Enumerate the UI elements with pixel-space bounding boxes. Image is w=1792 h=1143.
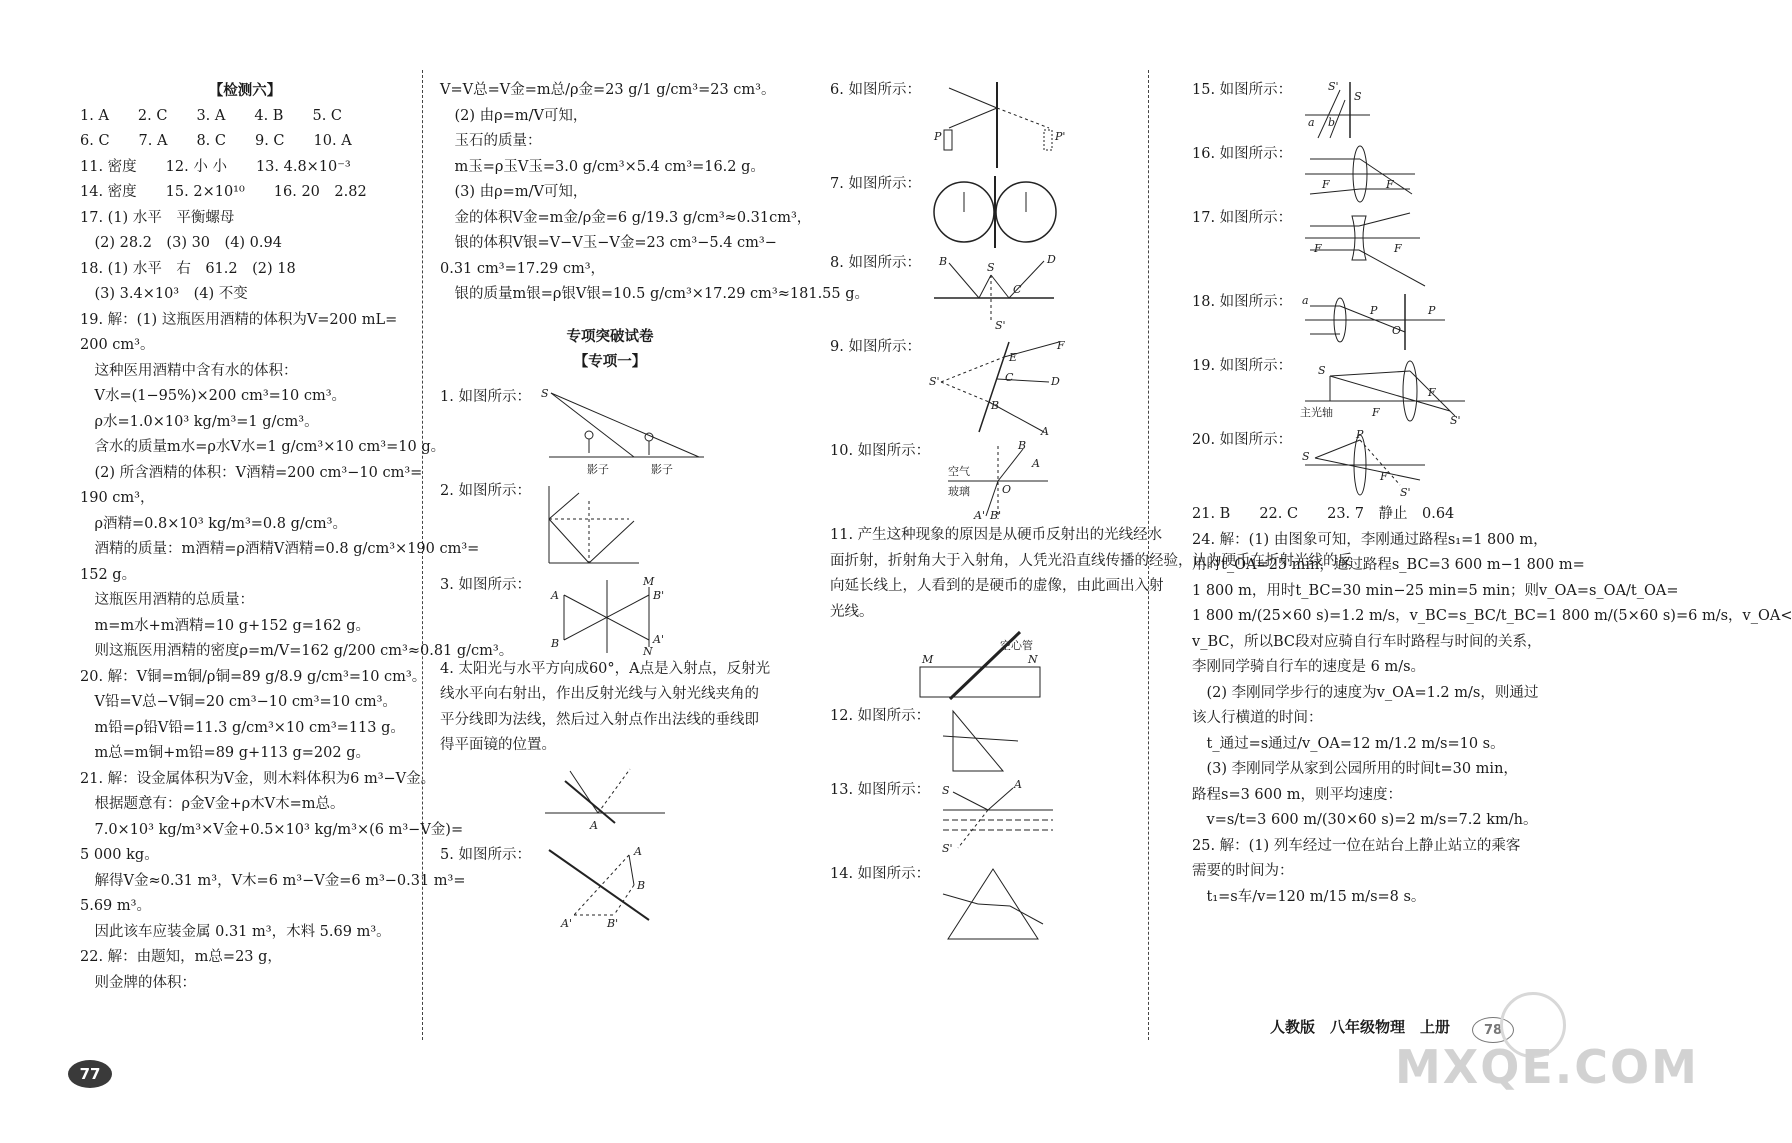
answer-line: 则金牌的体积： — [80, 974, 196, 991]
answer-line: V铅=V总−V铜=20 cm³−10 cm³=10 cm³。 — [80, 694, 397, 710]
q18-label-p-right: P — [1428, 304, 1436, 317]
q7-figure-block — [830, 172, 1160, 251]
q3-label-m: M — [642, 574, 655, 588]
q14-caption: 14. 如图所示： — [830, 866, 931, 882]
q12-caption: 12. 如图所示： — [830, 708, 931, 724]
answer-line: 25. 解：(1) 列车经过一位在站台上静止站立的乘客 — [1192, 837, 1521, 854]
answer-line: 5.69 m³。 — [80, 898, 151, 914]
q1-shadow-diagram — [539, 387, 709, 477]
q8-figure-block — [830, 251, 1160, 335]
page-number-left: 77 — [68, 1060, 112, 1088]
q9-label-s-prime: S' — [928, 375, 940, 388]
q5-label-b-prime: B' — [606, 916, 619, 930]
q20-label-f: F — [1380, 470, 1388, 483]
q10-label-o: O — [1002, 483, 1012, 496]
q3-label-b: B — [550, 636, 560, 650]
q1-label-shadow-1: 影子 — [586, 462, 609, 476]
q19-figure-block — [1192, 354, 1562, 428]
answer-line: m总=m铜+m铅=89 g+113 g=202 g。 — [80, 745, 370, 761]
q8-label-s-prime: S' — [994, 319, 1006, 332]
q4-explanation — [440, 657, 780, 759]
answer-line: 0.31 cm³=17.29 cm³， — [440, 260, 606, 277]
answer-line: 1 800 m/(25×60 s)=1.2 m/s，v_BC=s_BC/t_BC=1 800 m/(5×60 s)=6 m/s，v_OA< — [1192, 608, 1792, 624]
q13-figure-block — [830, 778, 1160, 862]
answer-line: 20. 解：V铜=m铜/ρ铜=89 g/8.9 g/cm³=10 cm³。 — [80, 668, 427, 685]
q15-mirror-diagram — [1300, 80, 1390, 140]
q7-caption: 7. 如图所示： — [830, 176, 921, 192]
q20-figure-block — [1192, 428, 1562, 502]
q4-mirror-diagram — [540, 761, 670, 841]
q17-concave-lens-diagram — [1300, 208, 1430, 288]
q20-label-s: S — [1302, 450, 1310, 463]
answer-line: 银的体积V银=V−V玉−V金=23 cm³−5.4 cm³− — [440, 235, 777, 251]
answer-line: 得平面镜的位置。 — [440, 737, 556, 753]
q9-label-e: E — [1008, 351, 1017, 364]
q15-label-s-prime: S' — [1328, 80, 1339, 93]
q1-caption: 1. 如图所示： — [440, 388, 531, 405]
answer-line: 金的体积V金=m金/ρ金=6 g/19.3 g/cm³≈0.31cm³， — [440, 209, 812, 226]
q8-label-s: S — [986, 261, 995, 274]
q19-lens-diagram — [1300, 356, 1470, 426]
q7-clock-mirror-diagram — [929, 174, 1059, 249]
q15-figure-block — [1192, 78, 1562, 142]
answer-line: 17. (1) 水平 平衡螺母 — [80, 209, 235, 226]
q3-label-b-prime: B' — [652, 588, 665, 602]
q10-label-air: 空气 — [948, 465, 971, 478]
q19-label-f-left: F — [1372, 406, 1380, 419]
answer-line: t_通过=s通过/v_OA=12 m/1.2 m/s=10 s。 — [1192, 735, 1505, 752]
answer-line: 光线。 — [830, 603, 874, 620]
answer-line: (3) 由ρ=m/V可知， — [440, 184, 588, 200]
answer-line: ρ水=1.0×10³ kg/m³=1 g/cm³。 — [80, 413, 319, 430]
answer-line: 1 800 m，用时t_BC=30 min−25 min=5 min；则v_OA=s_OA/t_OA= — [1192, 582, 1679, 599]
answer-line: 190 cm³， — [80, 490, 155, 506]
answer-line: (2) 28.2 (3) 30 (4) 0.94 — [80, 235, 282, 251]
answer-line: 根据题意有：ρ金V金+ρ木V木=m总。 — [80, 796, 345, 812]
q10-label-a: A — [1032, 457, 1041, 470]
answer-line: 因此该车应装金属 0.31 m³，木料 5.69 m³。 — [80, 923, 391, 940]
answer-line: 19. 解：(1) 这瓶医用酒精的体积为V=200 mL= — [80, 311, 398, 328]
answer-line: m玉=ρ玉V玉=3.0 g/cm³×5.4 cm³=16.2 g。 — [440, 158, 765, 175]
q18-lens-mirror-diagram — [1300, 292, 1450, 352]
answer-line: 线水平向右射出，作出反射光线与入射光线夹角的 — [440, 686, 759, 702]
answer-line: v_BC，所以BC段对应骑自行车时路程与时间的关系， — [1192, 633, 1542, 650]
q5-mirror-diagram — [539, 845, 669, 930]
q10-label-b-prime: B' — [990, 509, 1002, 522]
answer-line: 用时t_OA=25 min，通过路程s_BC=3 600 m−1 800 m= — [1192, 557, 1585, 573]
q5-label-a: A — [633, 844, 642, 858]
q9-label-d: D — [1050, 375, 1060, 388]
q8-label-d: D — [1046, 253, 1056, 266]
q11-tube-diagram — [910, 627, 1050, 702]
answer-line: (3) 3.4×10³ (4) 不变 — [80, 286, 248, 302]
q15-caption: 15. 如图所示： — [1192, 82, 1293, 98]
q1-label-shadow-2: 影子 — [650, 462, 673, 476]
answer-line: 则这瓶医用酒精的密度ρ=m/V=162 g/200 cm³≈0.81 g/cm³。 — [80, 643, 514, 659]
q9-label-a: A — [1040, 425, 1049, 438]
answer-line: (2) 李刚同学步行的速度为v_OA=1.2 m/s，则通过 — [1192, 684, 1539, 701]
q9-reflection-diagram — [929, 337, 1069, 437]
q17-caption: 17. 如图所示： — [1192, 210, 1293, 226]
answer-line: 14. 密度 15. 2×10¹⁰ 16. 20 2.82 — [80, 184, 367, 200]
q11-label-n: N — [1028, 653, 1038, 666]
q8-label-c: C — [1012, 283, 1022, 296]
q10-figure-block — [830, 439, 1160, 523]
q8-reflection-diagram — [929, 253, 1059, 333]
q13-label-a: A — [1014, 778, 1023, 791]
answer-line: V水=(1−95%)×200 cm³=10 cm³。 — [80, 388, 347, 404]
q20-label-s-prime: S' — [1400, 486, 1411, 499]
answer-line: 152 g。 — [80, 566, 137, 583]
q14-figure-block — [830, 862, 1160, 946]
answer-column-2 — [440, 78, 870, 932]
q3-caption: 3. 如图所示： — [440, 576, 531, 593]
q2-figure-block — [440, 479, 780, 573]
q8-caption: 8. 如图所示： — [830, 255, 921, 271]
q5-figure-block — [440, 843, 780, 932]
q10-caption: 10. 如图所示： — [830, 443, 931, 459]
q9-label-c: C — [1004, 371, 1014, 384]
q3-figure-block — [440, 573, 780, 657]
q17-figure-block — [1192, 206, 1562, 290]
answer-line: 这瓶医用酒精的总质量： — [80, 592, 254, 608]
q15-label-s: S — [1354, 90, 1362, 103]
answer-line: (2) 所含酒精的体积：V酒精=200 cm³−10 cm³= — [80, 464, 423, 481]
answer-line: m=m水+m酒精=10 g+152 g=162 g。 — [80, 617, 370, 634]
answer-line: 18. (1) 水平 右 61.2 (2) 18 — [80, 260, 296, 277]
special-section-subtitle: 【专项一】 — [573, 353, 647, 370]
q18-label-p-left: P — [1370, 304, 1378, 317]
answer-line: 6. C 7. A 8. C 9. C 10. A — [80, 133, 352, 149]
q19-label-s-prime: S' — [1450, 414, 1461, 427]
answer-line: 李刚同学骑自行车的速度是 6 m/s。 — [1192, 659, 1426, 675]
q20-lens-diagram — [1300, 430, 1430, 500]
answer-column-4 — [1192, 78, 1792, 910]
footer-book-title: 人教版 八年级物理 上册 — [1270, 1018, 1451, 1036]
q9-label-f: F — [1056, 339, 1065, 352]
q18-label-o: O — [1392, 324, 1402, 337]
answer-line: V=V总=V金=m总/ρ金=23 g/1 g/cm³=23 cm³。 — [440, 82, 776, 98]
q10-label-b: B — [1018, 439, 1027, 452]
answer-line: 该人行横道的时间： — [1192, 710, 1323, 726]
answer-line: m铅=ρ铅V铅=11.3 g/cm³×10 cm³=113 g。 — [80, 719, 405, 736]
answer-line: 面折射，折射角大于入射角，人凭光沿直线传播的经验，认为硬币在折射光线的反 — [830, 552, 1352, 569]
answer-line: 21. 解：设金属体积为V金，则木料体积为6 m³−V金。 — [80, 770, 436, 787]
q2-mirror-diagram — [539, 481, 649, 571]
q1-label-s: S — [540, 386, 549, 400]
answer-line: 解得V金≈0.31 m³，V木=6 m³−V金=6 m³−0.31 m³= — [80, 872, 466, 889]
q20-caption: 20. 如图所示： — [1192, 432, 1293, 448]
answer-line: 5 000 kg。 — [80, 847, 159, 863]
q9-caption: 9. 如图所示： — [830, 339, 921, 355]
q13-water-diagram — [938, 780, 1058, 860]
answer-line: 4. 太阳光与水平方向成60°，A点是入射点，反射光 — [440, 660, 771, 677]
q2-caption: 2. 如图所示： — [440, 482, 531, 499]
q5-label-b: B — [636, 878, 646, 892]
q5-label-a-prime: A' — [560, 916, 572, 930]
answer-line: (3) 李刚同学从家到公园所用的时间t=30 min， — [1192, 761, 1518, 777]
q20-label-p: P — [1356, 428, 1364, 441]
q13-caption: 13. 如图所示： — [830, 782, 931, 798]
q11-explanation — [830, 523, 1352, 625]
answer-line: 向延长线上，人看到的是硬币的虚像，由此画出入射 — [830, 578, 1164, 594]
answer-line: 21. B 22. C 23. 7 静止 0.64 — [1192, 506, 1455, 522]
answer-line: t₁=s车/v=120 m/15 m/s=8 s。 — [1192, 888, 1426, 905]
special-section-title: 专项突破试卷 — [566, 327, 654, 345]
q17-label-f-left: F — [1314, 242, 1322, 255]
answer-line: 含水的质量m水=ρ水V水=1 g/cm³×10 cm³=10 g。 — [80, 439, 446, 455]
q18-label-a: a — [1302, 294, 1309, 307]
q11-label-tube: 空心管 — [1000, 639, 1033, 652]
answer-lines — [1192, 502, 1792, 910]
q3-label-n: N — [642, 644, 653, 658]
q16-label-f-right: F — [1386, 178, 1394, 191]
q6-caption: 6. 如图所示： — [830, 82, 921, 98]
q12-prism-diagram — [938, 706, 1038, 776]
answer-line: 22. 解：由题知，m总=23 g， — [80, 949, 282, 965]
q16-label-f-left: F — [1322, 178, 1330, 191]
q18-caption: 18. 如图所示： — [1192, 294, 1293, 310]
q9-label-b: B — [990, 399, 1000, 412]
q19-label-f-right: F — [1428, 386, 1436, 399]
watermark-text: MXQE.COM — [1395, 1040, 1699, 1094]
answer-line: 200 cm³。 — [80, 337, 155, 353]
q19-label-s: S — [1318, 364, 1326, 377]
q10-label-a-prime: A' — [974, 509, 986, 522]
answer-line: v=s/t=3 600 m/(30×60 s)=2 m/s=7.2 km/h。 — [1192, 812, 1538, 828]
q15-label-b: b — [1328, 116, 1336, 129]
q9-figure-block — [830, 335, 1160, 439]
section-title-test-6: 【检测六】 — [208, 82, 282, 99]
answer-line: 7.0×10³ kg/m³×V金+0.5×10³ kg/m³×(6 m³−V金)= — [80, 821, 464, 838]
answer-line: 路程s=3 600 m，则平均速度： — [1192, 786, 1402, 803]
answer-line: 玉石的质量： — [440, 133, 542, 149]
q16-caption: 16. 如图所示： — [1192, 146, 1293, 162]
answer-line: (2) 由ρ=m/V可知， — [440, 107, 588, 124]
q4-label-a: A — [590, 818, 598, 832]
q13-label-s: S — [942, 784, 950, 797]
q17-label-f-right: F — [1394, 242, 1402, 255]
answer-line: 银的质量m银=ρ银V银=10.5 g/cm³×17.29 cm³≈181.55 g。 — [440, 286, 870, 302]
q14-prism-diagram — [938, 864, 1048, 944]
q10-refraction-diagram — [938, 441, 1058, 521]
q6-label-p-prime: P' — [1054, 130, 1066, 143]
page-number-right: 78 — [1472, 1017, 1514, 1043]
answer-line: 11. 产生这种现象的原因是从硬币反射出的光线经水 — [830, 527, 1163, 543]
q16-figure-block — [1192, 142, 1562, 206]
q6-candle-mirror-diagram — [929, 80, 1069, 170]
q10-label-glass: 玻璃 — [948, 485, 971, 498]
q15-label-a: a — [1308, 116, 1315, 129]
q6-label-p: P — [933, 130, 942, 143]
answer-line: 酒精的质量：m酒精=ρ酒精V酒精=0.8 g/cm³×190 cm³= — [80, 541, 480, 557]
answer-line: 这种医用酒精中含有水的体积： — [80, 362, 298, 379]
q12-figure-block — [830, 704, 1160, 778]
q3-image-diagram — [539, 574, 679, 658]
q19-caption: 19. 如图所示： — [1192, 358, 1293, 374]
q3-label-a-prime: A' — [652, 632, 664, 646]
q6-figure-block — [830, 78, 1160, 172]
q5-caption: 5. 如图所示： — [440, 846, 531, 863]
q16-convex-lens-diagram — [1300, 144, 1420, 204]
answer-line: 需要的时间为： — [1192, 863, 1294, 879]
q19-label-axis: 主光轴 — [1300, 406, 1334, 419]
answer-line: 平分线即为法线，然后过入射点作出法线的垂线即 — [440, 711, 759, 728]
q18-figure-block — [1192, 290, 1562, 354]
answer-line: 1. A 2. C 3. A 4. B 5. C — [80, 107, 343, 124]
q11-label-m: M — [922, 653, 934, 666]
answer-line: ρ酒精=0.8×10³ kg/m³=0.8 g/cm³。 — [80, 515, 347, 532]
answer-lines-top — [440, 78, 870, 308]
q1-figure-block — [440, 385, 780, 479]
answer-line: 11. 密度 12. 小 小 13. 4.8×10⁻³ — [80, 158, 351, 175]
q3-label-a: A — [550, 588, 559, 602]
q8-label-b: B — [938, 255, 948, 268]
q13-label-s-prime: S' — [942, 842, 953, 855]
answer-line: 24. 解：(1) 由图象可知，李刚通过路程s₁=1 800 m， — [1192, 531, 1548, 548]
